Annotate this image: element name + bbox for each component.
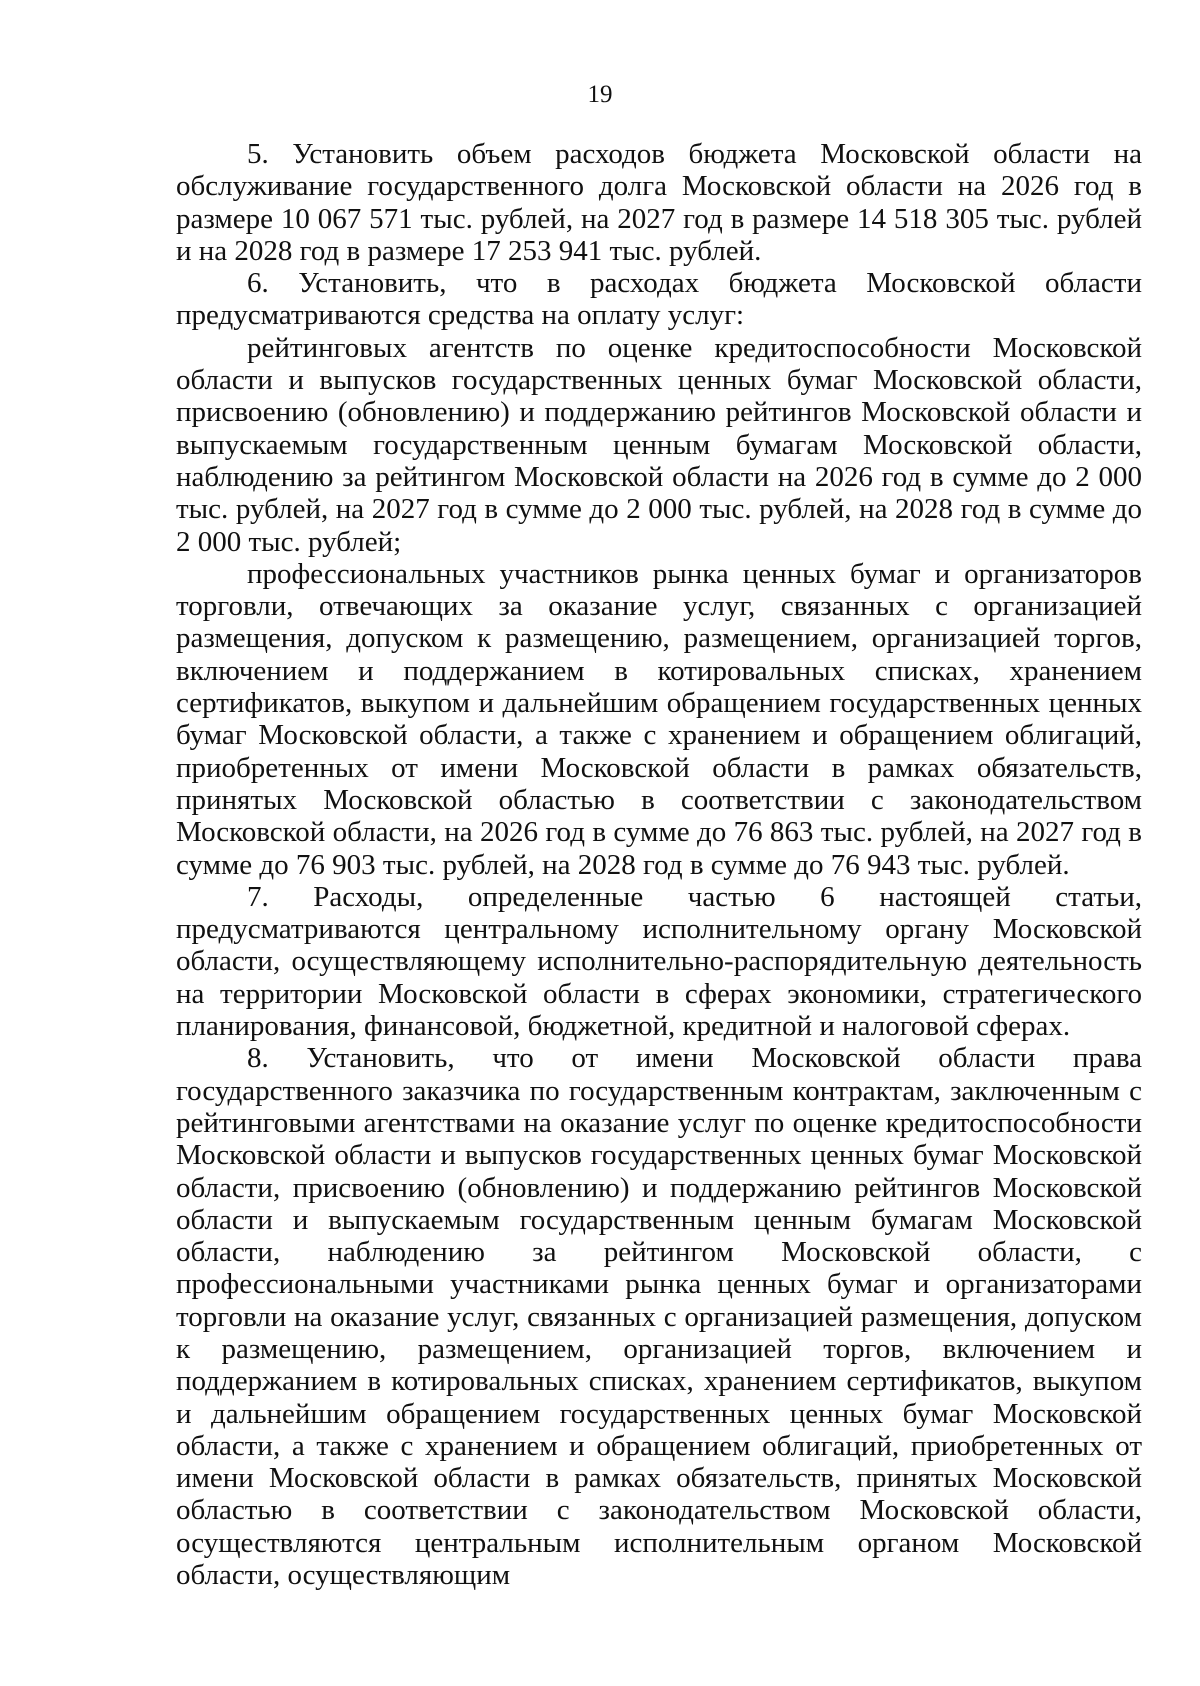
paragraph-item-7: 7. Расходы, определенные частью 6 настоящей статьи, предусматриваются центральному исполнительному органу Московской области, осуществляющему исполнительно-распорядительную деятельность на территории Московской области в сферах экономики, стратегического планирования, финансовой, бюджетной, кредитной и налоговой сферах.: [176, 880, 1142, 1043]
document-body: [176, 138, 1142, 1591]
paragraph-item-6: 6. Установить, что в расходах бюджета Московской области предусматриваются средства на оплату услуг:: [176, 267, 1142, 332]
paragraph-rating-agencies: рейтинговых агентств по оценке кредитоспособности Московской области и выпусков государственных ценных бумаг Московской области, присвоению (обновлению) и поддержанию рейтингов Московской области и выпускаемым государственным ценным бумагам Московской области, наблюдению за рейтингом Московской области на 2026 год в сумме до 2 000 тыс. рублей, на 2027 год в сумме до 2 000 тыс. рублей, на 2028 год в сумме до 2 000 тыс. рублей;: [176, 331, 1142, 558]
page-number: 19: [587, 81, 613, 108]
paragraph-market-participants: профессиональных участников рынка ценных бумаг и организаторов торговли, отвечающих за оказание услуг, связанных с организацией размещения, допуском к размещению, размещением, организацией торгов, включением и поддержанием в котировальных списках, хранением сертификатов, выкупом и дальнейшим обращением государственных ценных бумаг Московской области, а также с хранением и обращением облигаций, приобретенных от имени Московской области в рамках обязательств, принятых Московской областью в соответствии с законодательством Московской области, на 2026 год в сумме до 76 863 тыс. рублей, на 2027 год в сумме до 76 903 тыс. рублей, на 2028 год в сумме до 76 943 тыс. рублей.: [176, 557, 1142, 881]
paragraph-item-5: 5. Установить объем расходов бюджета Московской области на обслуживание государственного долга Московской области на 2026 год в размере 10 067 571 тыс. рублей, на 2027 год в размере 14 518 305 тыс. рублей и на 2028 год в размере 17 253 941 тыс. рублей.: [176, 138, 1142, 267]
paragraph-item-8: 8. Установить, что от имени Московской области права государственного заказчика по государственным контрактам, заключенным с рейтинговыми агентствами на оказание услуг по оценке кредитоспособности Московской области и выпусков государственных ценных бумаг Московской области, присвоению (обновлению) и поддержанию рейтингов Московской области и выпускаемым государственным ценным бумагам Московской области, наблюдению за рейтингом Московской области, с профессиональными участниками рынка ценных бумаг и организаторами торговли на оказание услуг, связанных с организацией размещения, допуском к размещению, размещением, организацией торгов, включением и поддержанием в котировальных списках, хранением сертификатов, выкупом и дальнейшим обращением государственных ценных бумаг Московской области, а также с хранением и обращением облигаций, приобретенных от имени Московской области в рамках обязательств, принятых Московской областью в соответствии с законодательством Московской области, осуществляются центральным исполнительным органом Московской области, осуществляющим: [176, 1042, 1142, 1592]
